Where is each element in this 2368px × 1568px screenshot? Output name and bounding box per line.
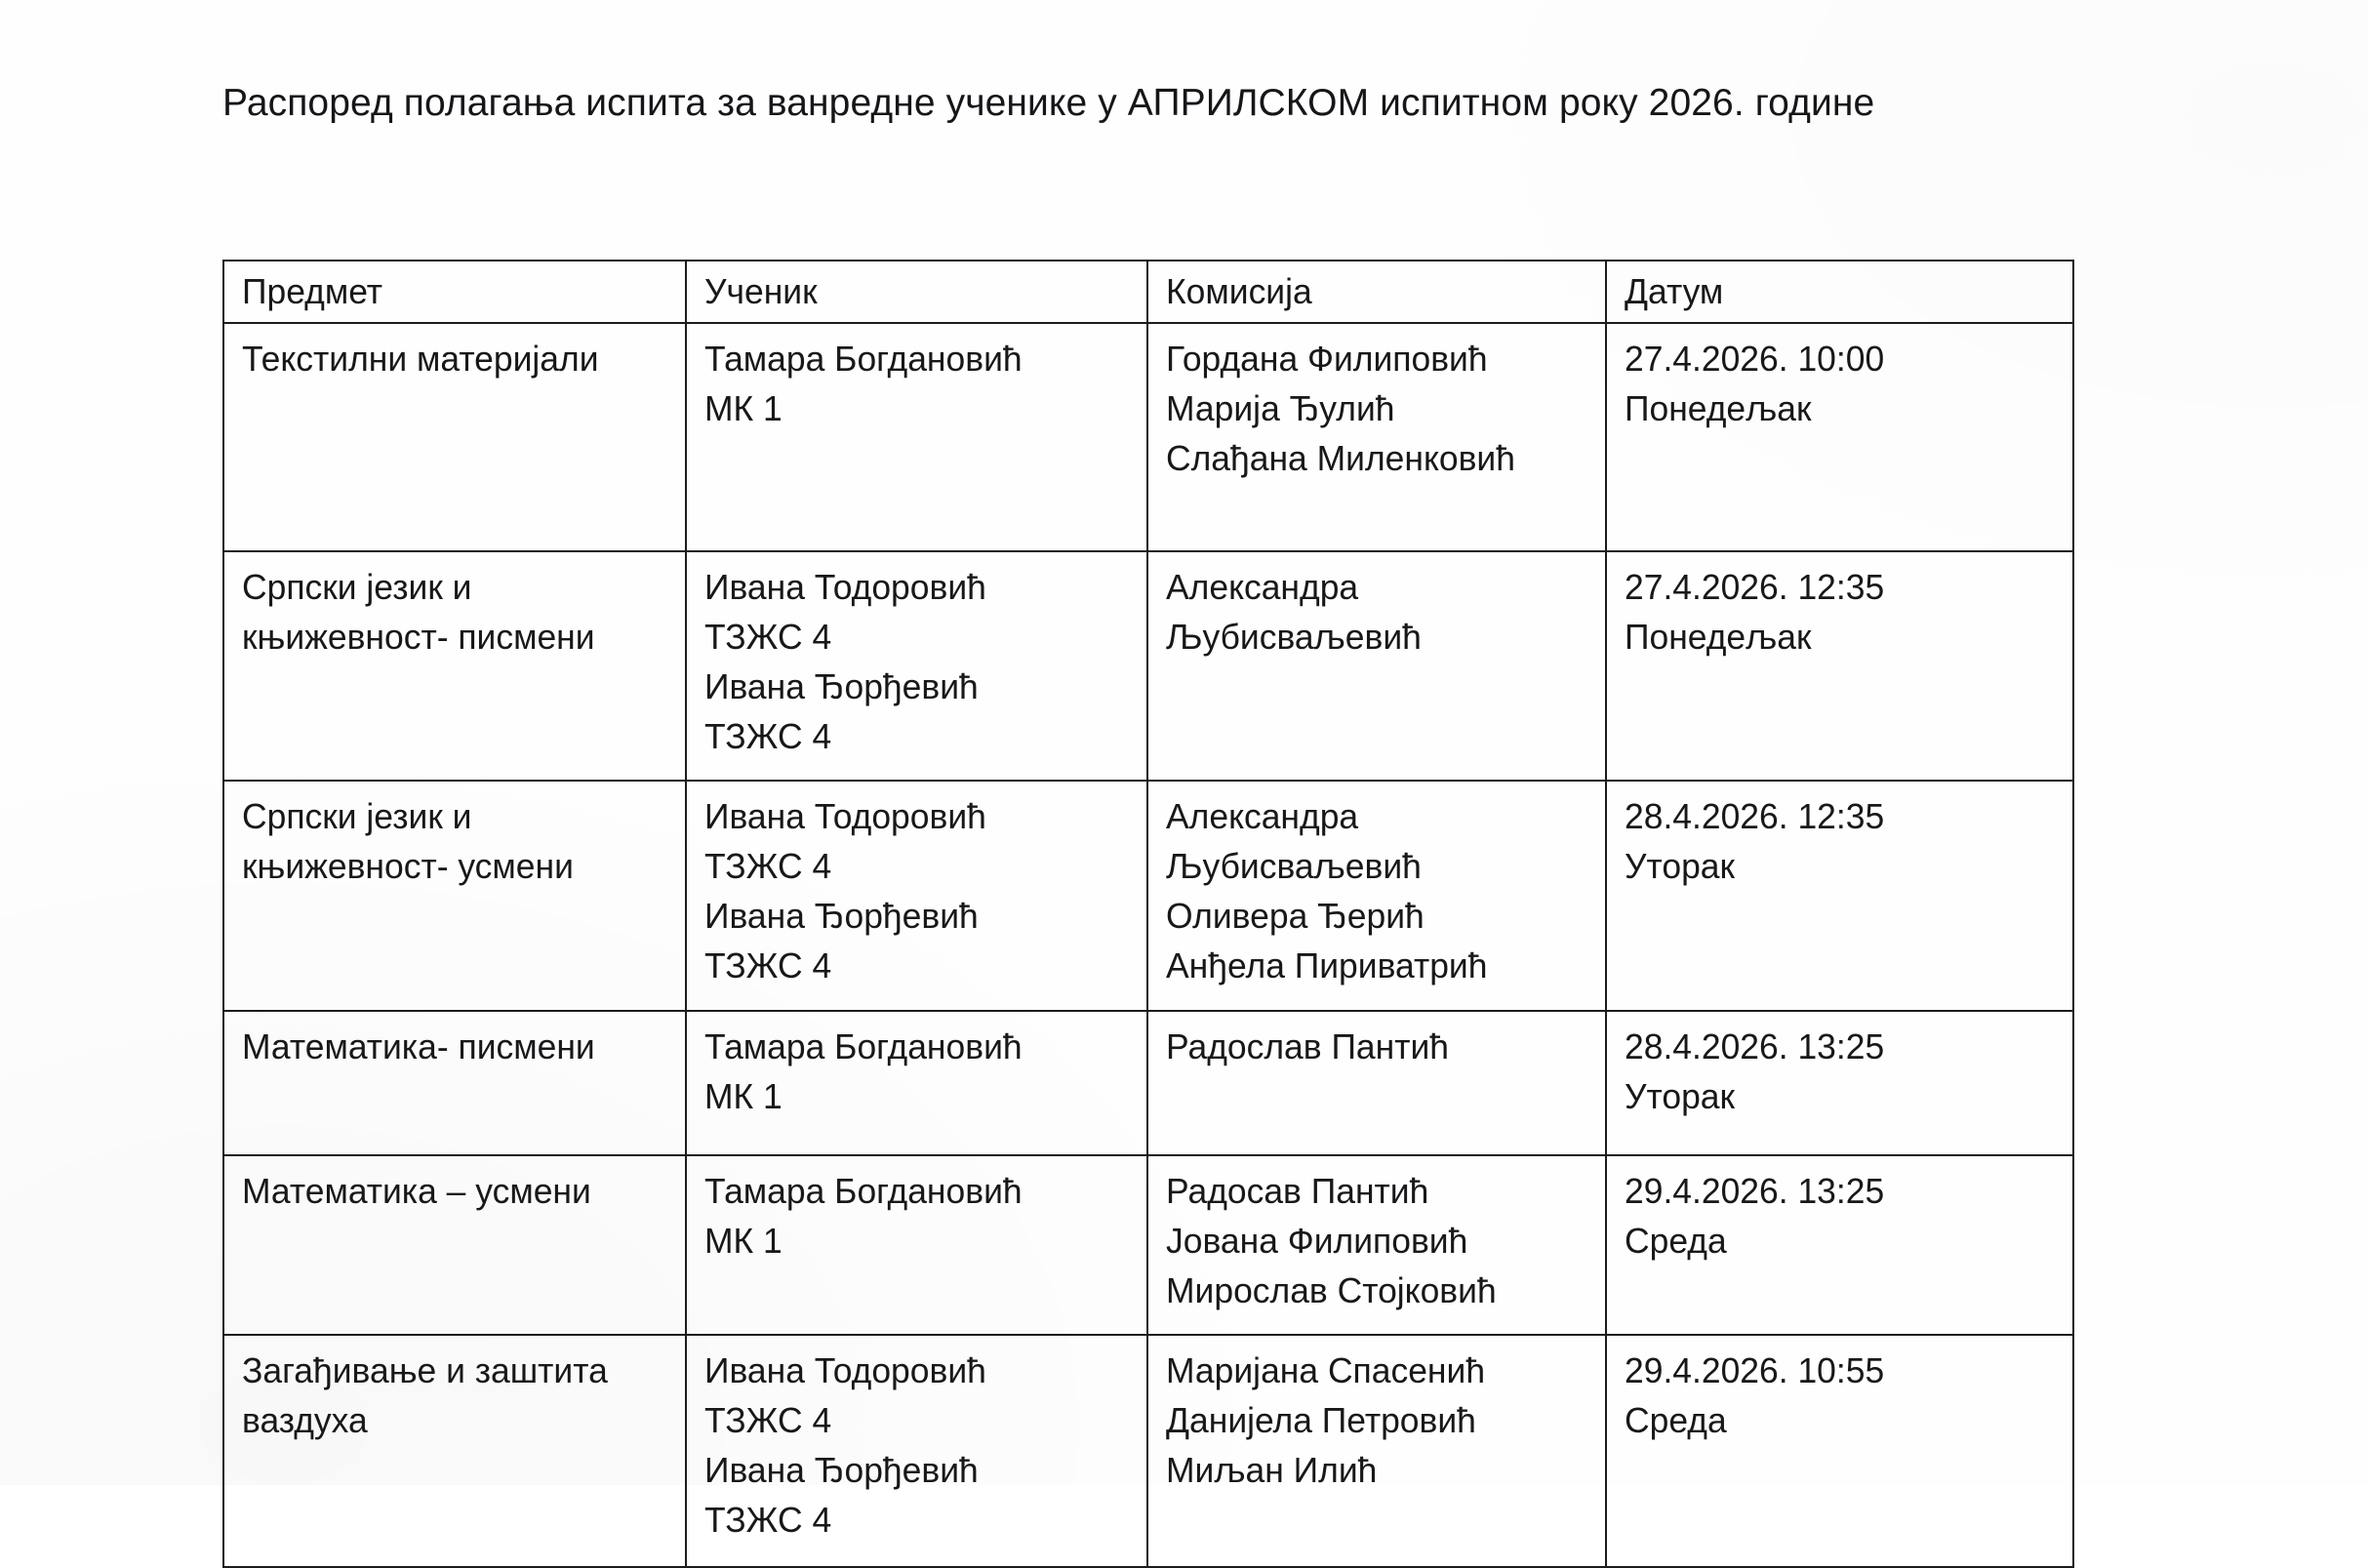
weekday-line: Среда (1625, 1400, 1727, 1440)
exam-schedule-table (222, 260, 2074, 1568)
cell-subject (223, 781, 686, 1011)
committee-member-line: Данијела Петровић (1166, 1400, 1476, 1440)
student-class-line: ТЗЖС 4 (704, 716, 832, 756)
committee-member-line: Гордана Филиповић (1166, 339, 1488, 379)
cell-student (686, 551, 1147, 781)
student-line: Тамара Богдановић (704, 339, 1023, 379)
committee-member-line: Марија Ђулић (1166, 388, 1395, 428)
student-line: Ивана Тодоровић (704, 1350, 986, 1390)
table-header-row (223, 261, 2073, 323)
student-class-line: МК 1 (704, 388, 783, 428)
student-class-line: ТЗЖС 4 (704, 846, 832, 886)
committee-member-line: Љубисваљевић (1166, 846, 1422, 886)
student-class-line: ТЗЖС 4 (704, 1400, 832, 1440)
committee-member-line: Слађана Миленковић (1166, 438, 1515, 478)
subject-line: Математика- писмени (242, 1026, 595, 1066)
weekday-line: Понедељак (1625, 388, 1812, 428)
table-row (223, 323, 2073, 551)
cell-committee (1147, 781, 1606, 1011)
student-class-line: МК 1 (704, 1076, 783, 1116)
subject-line: Српски језик и (242, 796, 472, 836)
cell-subject (223, 1155, 686, 1335)
table-row (223, 1155, 2073, 1335)
subject-line: књижевност- усмени (242, 846, 574, 886)
subject-line: Текстилни материјали (242, 339, 599, 379)
committee-member-line: Анђела Пириватрић (1166, 945, 1488, 985)
subject-line: Математика – усмени (242, 1171, 591, 1211)
cell-student (686, 1155, 1147, 1335)
date-time-line: 29.4.2026. 13:25 (1625, 1171, 1885, 1211)
table-row (223, 781, 2073, 1011)
committee-member-line: Мирослав Стојковић (1166, 1270, 1497, 1310)
student-line: Ивана Тодоровић (704, 567, 986, 607)
student-line: Ивана Ђорђевић (704, 1450, 979, 1490)
page-title: Распоред полагања испита за ванредне ученике у АПРИЛСКОМ испитном року 2026. године (222, 82, 1875, 124)
subject-line: ваздуха (242, 1400, 368, 1440)
date-time-line: 28.4.2026. 13:25 (1625, 1026, 1885, 1066)
subject-line: књижевност- писмени (242, 617, 595, 657)
cell-committee (1147, 551, 1606, 781)
committee-member-line: Радослав Пантић (1166, 1026, 1450, 1066)
table-row (223, 551, 2073, 781)
student-line: Ивана Тодоровић (704, 796, 986, 836)
cell-student (686, 323, 1147, 551)
cell-date (1606, 323, 2073, 551)
cell-student (686, 781, 1147, 1011)
weekday-line: Среда (1625, 1221, 1727, 1261)
cell-committee (1147, 1335, 1606, 1567)
column-header-committee-label: Комисија (1166, 271, 1312, 311)
weekday-line: Уторак (1625, 1076, 1736, 1116)
column-header-date (1606, 261, 2073, 323)
student-class-line: ТЗЖС 4 (704, 1500, 832, 1540)
committee-member-line: Оливера Ђерић (1166, 896, 1425, 936)
cell-committee (1147, 1011, 1606, 1155)
cell-date (1606, 551, 2073, 781)
committee-member-line: Александра (1166, 567, 1359, 607)
subject-line: Српски језик и (242, 567, 472, 607)
table-row (223, 1335, 2073, 1567)
cell-student (686, 1011, 1147, 1155)
date-time-line: 27.4.2026. 10:00 (1625, 339, 1885, 379)
table-row (223, 1011, 2073, 1155)
committee-member-line: Маријана Спасенић (1166, 1350, 1486, 1390)
cell-committee (1147, 323, 1606, 551)
date-time-line: 29.4.2026. 10:55 (1625, 1350, 1885, 1390)
weekday-line: Понедељак (1625, 617, 1812, 657)
column-header-committee (1147, 261, 1606, 323)
cell-student (686, 1335, 1147, 1567)
cell-committee (1147, 1155, 1606, 1335)
cell-subject (223, 323, 686, 551)
column-header-student-label: Ученик (704, 271, 818, 311)
cell-date (1606, 1155, 2073, 1335)
committee-member-line: Радосав Пантић (1166, 1171, 1429, 1211)
student-class-line: МК 1 (704, 1221, 783, 1261)
committee-member-line: Александра (1166, 796, 1359, 836)
student-class-line: ТЗЖС 4 (704, 617, 832, 657)
student-line: Ивана Ђорђевић (704, 666, 979, 706)
student-class-line: ТЗЖС 4 (704, 945, 832, 985)
cell-date (1606, 1335, 2073, 1567)
date-time-line: 27.4.2026. 12:35 (1625, 567, 1885, 607)
student-line: Ивана Ђорђевић (704, 896, 979, 936)
cell-date (1606, 1011, 2073, 1155)
cell-date (1606, 781, 2073, 1011)
column-header-subject-label: Предмет (242, 271, 383, 311)
committee-member-line: Јована Филиповић (1166, 1221, 1468, 1261)
column-header-subject (223, 261, 686, 323)
cell-subject (223, 551, 686, 781)
committee-member-line: Љубисваљевић (1166, 617, 1422, 657)
student-line: Тамара Богдановић (704, 1171, 1023, 1211)
committee-member-line: Миљан Илић (1166, 1450, 1378, 1490)
table-body (223, 323, 2073, 1567)
column-header-date-label: Датум (1625, 271, 1724, 311)
cell-subject (223, 1011, 686, 1155)
cell-subject (223, 1335, 686, 1567)
student-line: Тамара Богдановић (704, 1026, 1023, 1066)
weekday-line: Уторак (1625, 846, 1736, 886)
date-time-line: 28.4.2026. 12:35 (1625, 796, 1885, 836)
subject-line: Загађивање и заштита (242, 1350, 608, 1390)
column-header-student (686, 261, 1147, 323)
